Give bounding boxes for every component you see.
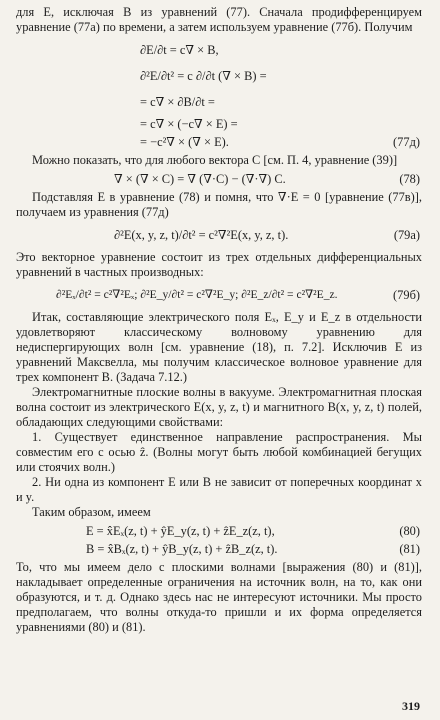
paragraph-1-text: для E, исключая B из уравнений (77). Сначала продифференцируем уравнение (77а) по времени, а затем используем уравнение (77б). Получим [16, 5, 422, 34]
equation-79b-text: ∂²Eₓ/∂t² = c²∇²Eₓ; ∂²E_y/∂t² = c²∇²E_y; ∂²E_z/∂t² = c²∇²E_z. [56, 288, 338, 301]
equation-77d-line-2-text: ∂²E/∂t² = c ∂/∂t (∇ × B) = [140, 69, 267, 83]
equation-number-80: (80) [399, 524, 420, 538]
paragraph-6 [16, 385, 422, 430]
page-number: 319 [402, 699, 420, 713]
equation-81 [16, 540, 422, 558]
paragraph-7 [16, 430, 422, 475]
paragraph-10-text: То, что мы имеем дело с плоскими волнами [выражения (80) и (81)], накладывает определенные ограничения на источник волн, на то, как они образуются, и т. д. Однако здесь нас не интересуют источники. Мы просто предполагаем, что волны откуда-то пришли и их форма определяется уравнениями (80) и (81). [16, 560, 422, 634]
equation-79b [16, 282, 422, 308]
equation-number-78: (78) [399, 172, 420, 186]
paragraph-6-text: Электромагнитные плоские волны в вакууме. Электромагнитная плоская волна состоит из электрического E(x, y, z, t) и магнитного B(x, y, z, t) полей, обладающих следующими свойствами: [16, 385, 422, 429]
equation-77d-line-3-text: = c∇ × ∂B/∂t = [140, 95, 215, 109]
equation-77d-line-4 [16, 115, 422, 133]
equation-77d-line-3 [16, 89, 422, 115]
paragraph-8 [16, 475, 422, 505]
equation-77d-block [16, 37, 422, 151]
paragraph-3 [16, 190, 422, 220]
paragraph-2-text: Можно показать, что для любого вектора C [см. П. 4, уравнение (39)] [32, 153, 398, 167]
paragraph-5-text: Итак, составляющие электрического поля Eₓ, E_y и E_z в отдельности удовлетворяют классическому волновому уравнению для недиспергирующих волн [см. уравнение (18), п. 7.2]. Исключив E из уравнений Максвелла, мы получим классическое волновое уравнение для трех компонент B. (Задача 7.12.) [16, 310, 422, 384]
paragraph-4 [16, 250, 422, 280]
equation-80 [16, 522, 422, 540]
equation-78-text: ∇ × (∇ × C) = ∇ (∇·C) − (∇·∇) C. [114, 172, 286, 186]
paragraph-1 [16, 5, 422, 35]
equation-number-79a: (79а) [393, 228, 420, 242]
equation-80-text: E = x̂Eₓ(z, t) + ŷE_y(z, t) + ẑE_z(z, t), [86, 524, 275, 538]
paragraph-9 [16, 505, 422, 520]
paragraph-8-text: 2. Ни одна из компонент E или B не зависит от поперечных координат x и y. [16, 475, 422, 504]
paragraph-5 [16, 310, 422, 385]
paragraph-9-text: Таким образом, имеем [32, 505, 151, 519]
equation-number-79b: (79б) [393, 288, 420, 302]
paragraph-7-text: 1. Существует единственное направление распространения. Мы совместим его с осью ẑ. (Волны могут быть любой комбинацией бегущих или стоячих волн.) [16, 430, 422, 474]
equation-80-81-block [16, 522, 422, 558]
equation-77d-line-5-text: = −c²∇ × (∇ × E). [140, 135, 229, 149]
equation-77d-line-4-text: = c∇ × (−c∇ × E) = [140, 117, 238, 131]
equation-77d-line-1 [16, 37, 422, 63]
paragraph-4-text: Это векторное уравнение состоит из трех отдельных дифференциальных уравнений в частных производных: [16, 250, 422, 279]
paragraph-2 [16, 153, 422, 168]
equation-81-text: B = x̂Bₓ(z, t) + ŷB_y(z, t) + ẑB_z(z, t). [86, 542, 278, 556]
paragraph-10 [16, 560, 422, 635]
equation-77d-line-1-text: ∂E/∂t = c∇ × B, [140, 43, 219, 57]
equation-79b-block [16, 282, 422, 308]
equation-number-81: (81) [399, 542, 420, 556]
equation-78-block [16, 170, 422, 188]
equation-78 [16, 170, 422, 188]
equation-77d-line-2 [16, 63, 422, 89]
equation-79a-block [16, 222, 422, 248]
equation-77d-line-5 [16, 133, 422, 151]
equation-79a-text: ∂²E(x, y, z, t)/∂t² = c²∇²E(x, y, z, t). [114, 228, 289, 242]
equation-number-77d: (77д) [393, 135, 420, 149]
equation-79a [16, 222, 422, 248]
paragraph-3-text: Подставляя E в уравнение (78) и помня, что ∇·E = 0 [уравнение (77в)], получаем из уравнения (77д) [16, 190, 422, 219]
